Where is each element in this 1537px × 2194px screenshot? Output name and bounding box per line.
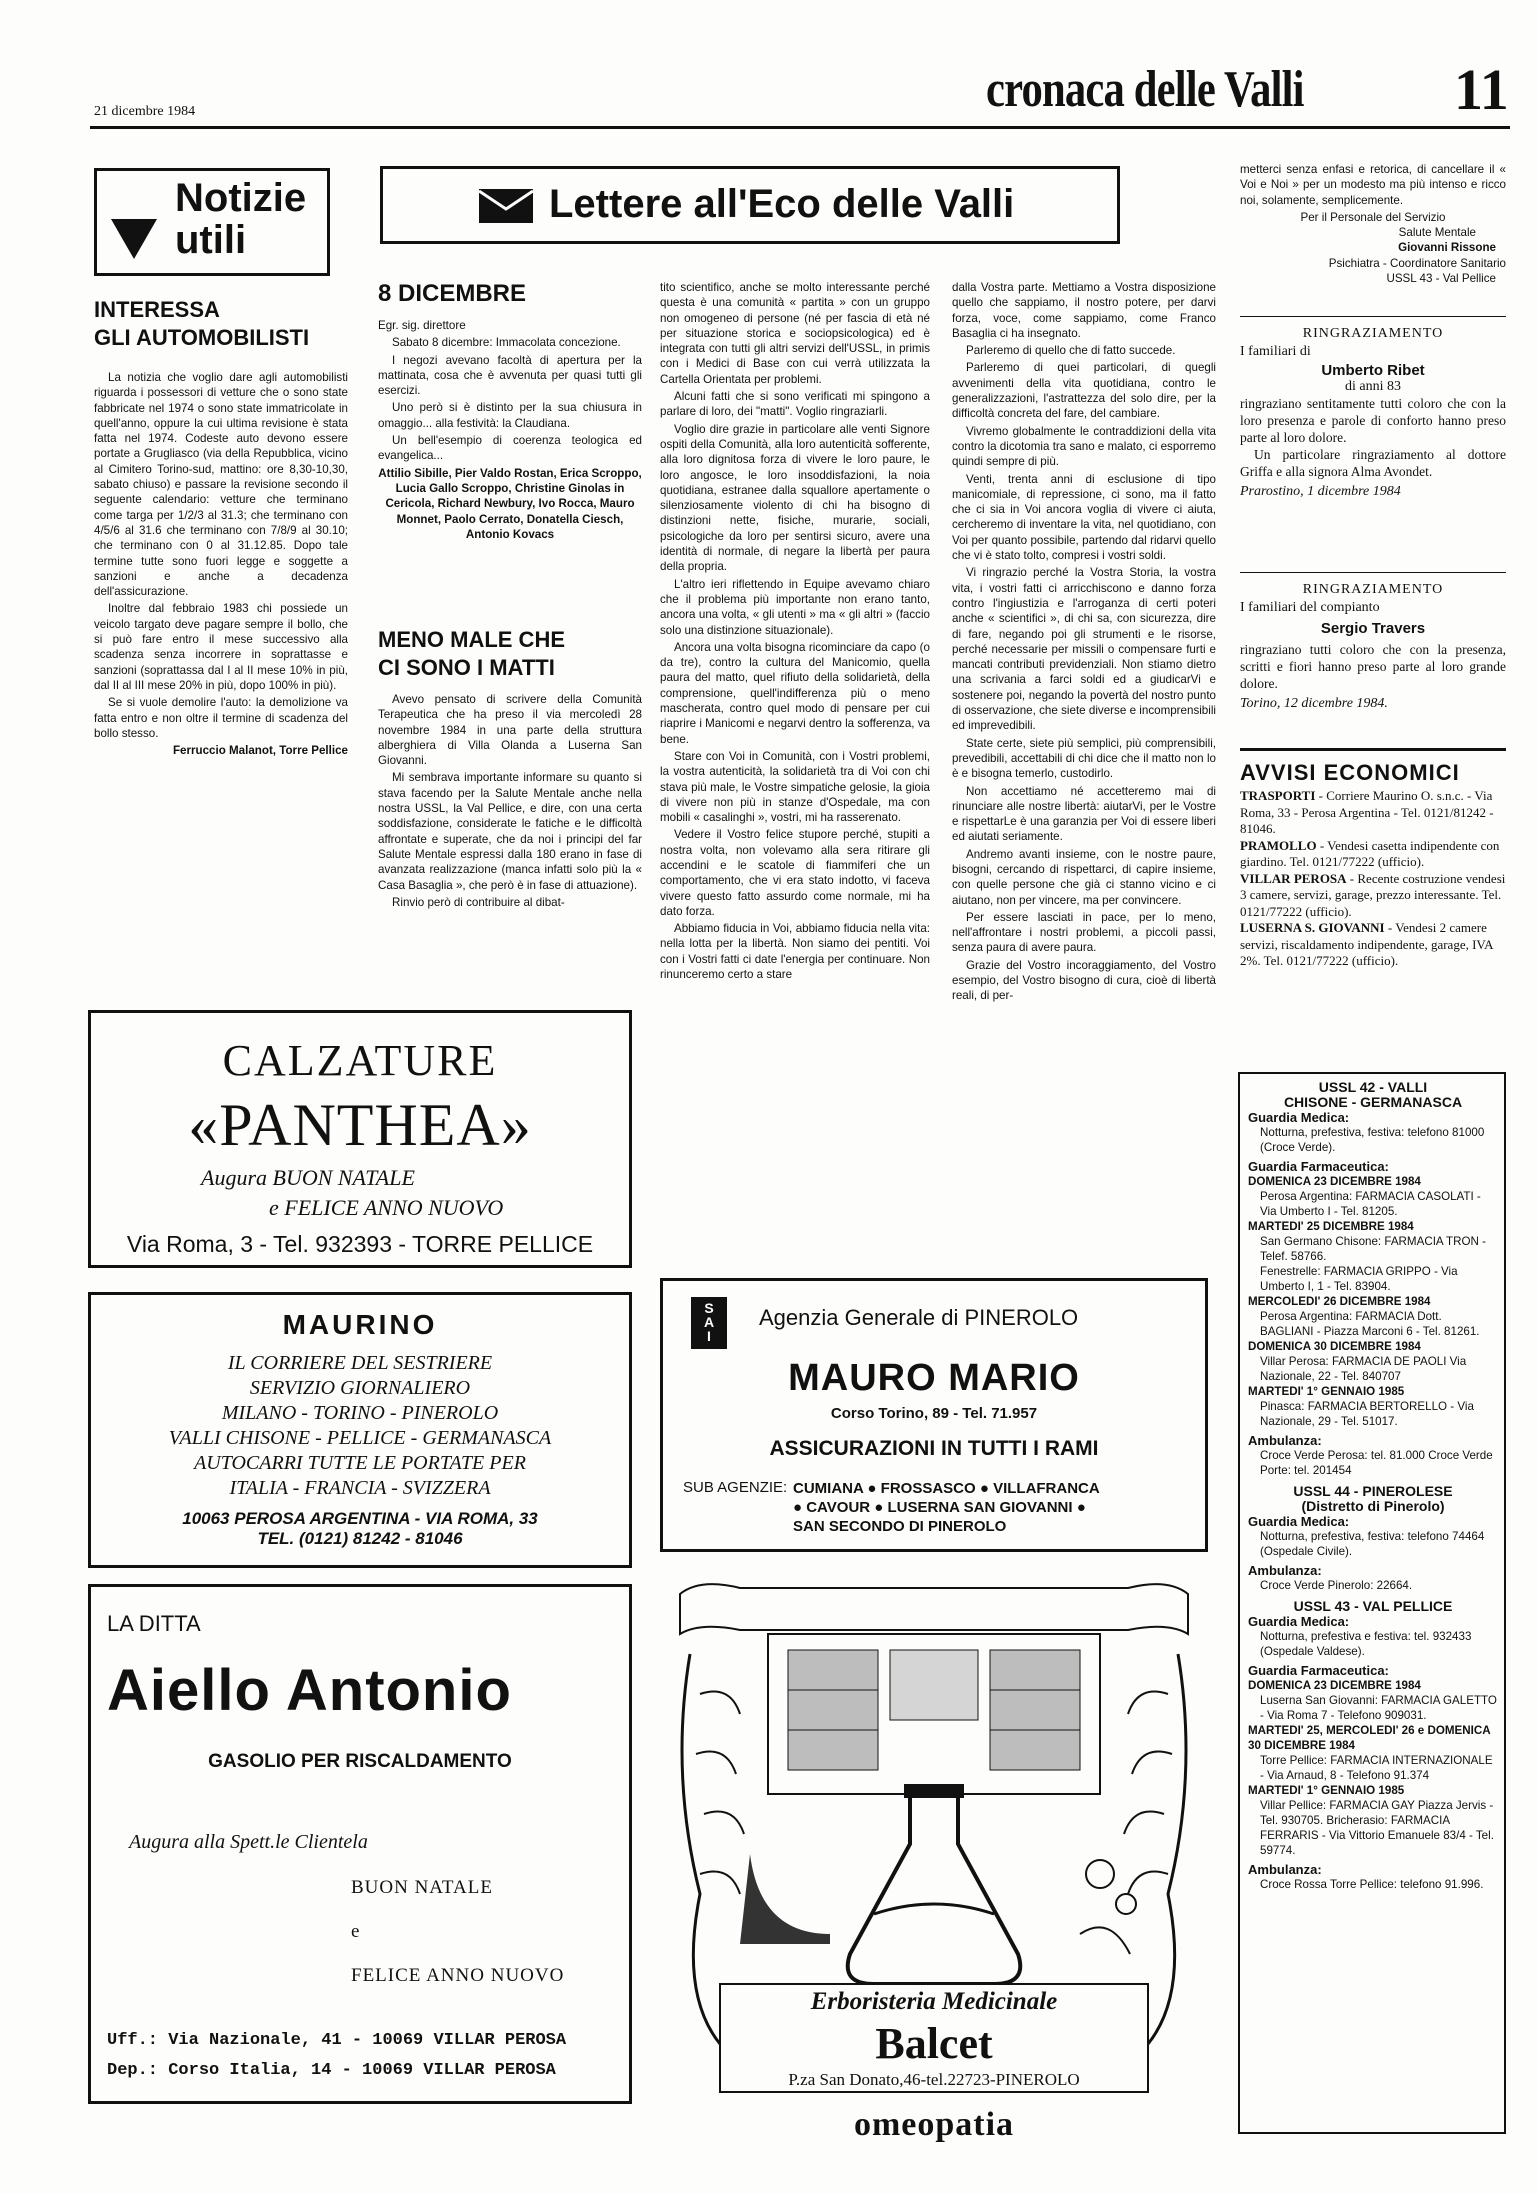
masthead: cronaca delle Valli [986,61,1304,118]
divider [1240,748,1506,751]
letter2-col3: dalla Vostra parte. Mettiamo a Vostra disposizione quello che sappiamo, il nostro potere, per darvi forza, voce, come sappiamo, come Franco Basaglia ci ha insegnato. Parleremo di quello che di fatto succede. Parleremo di quei particolari, di quegli avvenimenti della vita quotidiana, contro le generalizzazioni, l'astrattezza del solo dire, per la difficoltà concreta del fare, del cambiare. Vivremo globalmente le contraddizioni della vita contro la dicotomia tra sano e malato, ci esporremo quindi sempre di più. Venti, trenta anni di esclusione di tipo manicomiale, di repressione, ci sono, ma il fatto che ci sia in Voi ancora voglia di vivere ci aiuta, cercheremo di inventare la vita, nel quotidiano, con Voi per quanto possibile, partendo dal ridarvi quello che vi è stato tolto, compresi i vostri soldi. Vi ringrazio perché la Vostra Storia, la vostra vita, i vostri fatti ci arricchiscono e danno forza contro l'ingiustizia e l'arroganza di certi poteri anche « scientifici », di chi sa, con sicurezza, dire di fare, negando poi gli strumenti e le risorse, perché necessarie per missili o compensare furti e mancati contributi previdenziali. Non stiamo dietro una scrivania a farci soldi ed a giudicarVi e sostenere poi, negando la povertà del nostro punto di osservazione, che siete diverse e incomprensibili ed imprevedibili. State certe, siete più semplici, più comprensibili, prevedibili, accettabili di chi dice che il matto non lo è e bisogna temerlo, custodirlo. Non accettiamo né accetteremo mai di rinunciare alle nostre libertà: aiutarVi, per le Vostre e rispettarLe è una garanzia per Voi di essere liberi ed aiutati seriamente. Andremo avanti insieme, con le nostre paure, bisogni, cercando di rispettarci, di capire insieme, con quelle persone che già ci stanno vicino e ci aiutano, non per vincere, ma per convincere. Per essere lasciati in pace, per lo meno, nell'affrontare i nostri problemi, a piccoli passi, senza paura di avere paura. Grazie del Vostro incoraggiamento, del Vostro esempio, del Vostro bisogno di cura, cioè di libertà reali, di per- [952,281,1216,1003]
ad-panthea [88,1010,632,1268]
ad-sai [660,1278,1208,1552]
avvisi-economici: AVVISI ECONOMICI TRASPORTI - Corriere Maurino O. s.n.c. - Via Roma, 33 - Perosa Argentina - Tel. 0121/81242 - 81046. PRAMOLLO - Vendesi casetta indipendente con giardino. Tel. 0121/77222 (ufficio). VILLAR PEROSA - Recente costruzione vendesi 3 camere, servizi, garage, prezzo interessante. Tel. 0121/77222 (ufficio). LUSERNA S. GIOVANNI - Vendesi 2 camere servizi, riscaldamento indipendente, garage, IVA 2%. Tel. 0121/77222 (ufficio). [1240,760,1506,968]
divider [1240,316,1506,317]
page-number: 11 [1454,57,1509,122]
letter-end: metterci senza enfasi e retorica, di cancellare il « Voi e Noi » per un modesto ma più intenso e ricco noi, solamente, semplicemente. Per il Personale del Servizio Salute Mentale Giovanni Rissone Psichiatra - Coordinatore Sanitario USSL 43 - Val Pellice [1240,163,1506,286]
balcet-footer: omeopatia [853,2106,1015,2143]
maurino-lines: IL CORRIERE DEL SESTRIERE SERVIZIO GIORNALIERO MILANO - TORINO - PINEROLO VALLI CHISONE - PELLICE - GERMANASCA AUTOCARRI TUTTE LE PORTATE PER ITALIA - FRANCIA - SVIZZERA [168,1352,552,1499]
sai-address: Corso Torino, 89 - Tel. 71.957 [830,1405,1038,1422]
sai-tagline: ASSICURAZIONI IN TUTTI I RAMI [769,1437,1099,1460]
notizie-box [94,168,330,276]
issue-date: 21 dicembre 1984 [94,104,196,119]
ussl-42: USSL 42 - VALLI CHISONE - GERMANASCA Guardia Medica: Notturna, prefestiva, festiva: telefono 81000 (Croce Verde). Guardia Farmaceutica: DOMENICA 23 DICEMBRE 1984 Perosa Argentina: FARMACIA CASOLATI - Via Umberto I - Tel. 81205. MARTEDI' 25 DICEMBRE 1984 San Germano Chisone: FARMACIA TRON - Telef. 58766. Fenestrelle: FARMACIA GRIPPO - Via Umberto I, 1 - Tel. 83904. MERCOLEDI' 26 DICEMBRE 1984 Perosa Argentina: FARMACIA Dott. BAGLIANI - Piazza Marconi 6 - Tel. 81261. DOMENICA 30 DICEMBRE 1984 Villar Perosa: FARMACIA DE PAOLI Via Nazionale, 22 - Tel. 840707 MARTEDI' 1° GENNAIO 1985 Pinasca: FARMACIA BERTORELLO - Via Nazionale, 29 - Tel. 51017. Ambulanza: Croce Verde Perosa: tel. 81.000 Croce Verde Porte: tel. 201454 USSL 44 - PINEROLESE (Distretto di Pinerolo) Guardia Medica: Notturna, prefestiva, festiva: telefono 74464 (Ospedale Civile). Ambulanza: Croce Verde Pinerolo: 22664. USSL 43 - VAL PELLICE Guardia Medica: Notturna, prefestiva e festiva: tel. 932433 (Ospedale Valdese). Guardia Farmaceutica: DOMENICA 23 DICEMBRE 1984 Luserna San Giovanni: FARMACIA GALETTO - Via Roma 7 - Telefono 909031. MARTEDI' 25, MERCOLEDI' 26 e DOMENICA 30 DICEMBRE 1984 Torre Pellice: FARMACIA INTERNAZIONALE - Via Arnaud, 8 - Telefono 91.374 MARTEDI' 1° GENNAIO 1985 Villar Pellice: FARMACIA GAY Piazza Jervis - Tel. 930705. Bricherasio: FARMACIA FERRARIS - Via Vittorio Emanuele 83/4 - Tel. 59774. Ambulanza: Croce Rossa Torre Pellice: telefono 91.996. [1248,1079,1497,1891]
aiello-greet2: BUON NATALE [351,1877,493,1898]
aiello-greet4: FELICE ANNO NUOVO [351,1965,565,1986]
sai-sub-agencies: CUMIANA ● FROSSASCO ● VILLAFRANCA ● CAVOUR ● LUSERNA SAN GIOVANNI ● SAN SECONDO DI PINEROLO [793,1480,1100,1535]
notizie-subtitle: utili [175,218,247,262]
aiello-depot: Dep.: Corso Italia, 14 - 10069 VILLAR PEROSA [107,2061,556,2080]
letter1-signatories: Attilio Sibille, Pier Valdo Rostan, Erica Scroppo, Lucia Gallo Scroppo, Christine Ginolas in Cericola, Richard Newbury, Ivo Rocca, Mauro Monnet, Paolo Cerrato, Donatella Ciesch, Antonio Kovacs [378,466,642,541]
farmacia-entry: DOMENICA 23 DICEMBRE 1984 Luserna San Giovanni: FARMACIA GALETTO - Via Roma 7 - Telefono 909031. [1248,1679,1497,1722]
panthea-address: Via Roma, 3 - Tel. 932393 - TORRE PELLICE [126,1231,594,1257]
aiello-office: Uff.: Via Nazionale, 41 - 10069 VILLAR PEROSA [107,2031,567,2050]
aiello-la-ditta: LA DITTA [107,1611,201,1636]
farmacia-entry: MARTEDI' 25, MERCOLEDI' 26 e DOMENICA 30 DICEMBRE 1984 Torre Pellice: FARMACIA INTERNAZIONALE - Via Arnaud, 8 - Telefono 91.374 [1248,1724,1493,1782]
notizie-body: La notizia che voglio dare agli automobilisti riguarda i possessori di vetture che o sono state fabbricate nel 1974 o sono state immatricolate in quell'anno, oppure la cui ultima revisione è stata fatta nel 1974. Codeste auto devono essere portate a Grugliasco (via della Repubblica, vicino al Cimitero Torino-sud, mattino: ore 8,30-10,30, sabato chiuso) e passare la revisione secondo il seguente calendario: vetture che terminano come targa per 1/2/3 al 31.3; che terminano con 4/5/6 al 31.6 che terminano con 7/8/9 al 30.10; che terminano con 0 al 31.12.85. Dopo tale termine tutte sono fuori legge e soggette a sanzioni e anche a decadenza dell'assicurazione. Inoltre dal febbraio 1983 chi possiede un veicolo targato deve pagare sempre il bollo, che si può fare entro il mese successivo alla scadenza senza incorrere in soprattasse e sanzioni (soprattassa dal I al II mese 10% in più, dal II al III mese 20% in più, dopo 100% in più). Se si vuole demolire l'auto: la demolizione va fatta entro e non oltre il termine di scadenza del bollo stesso. Ferruccio Malanot, Torre Pellice [94,371,348,758]
avviso-item: TRASPORTI - Corriere Maurino O. s.n.c. - Via Roma, 33 - Perosa Argentina - Tel. 0121/81242 - 81046. [1240,788,1494,836]
notizie-headline: INTERESSA GLI AUTOMOBILISTI [94,297,310,350]
farmacia-entry: MARTEDI' 25 DICEMBRE 1984 San Germano Chisone: FARMACIA TRON - Telef. 58766. [1248,1220,1486,1263]
panthea-line1: CALZATURE [222,1036,498,1085]
divider [1240,572,1506,573]
balcet-name: Balcet [875,2019,993,2068]
panthea-greet2: e FELICE ANNO NUOVO [269,1195,504,1220]
avviso-item: VILLAR PEROSA - Recente costruzione vendesi 3 camere, servizi, garage, prezzo interessante. Tel. 0121/77222 (ufficio). [1240,870,1506,919]
farmacia-entry: MARTEDI' 1° GENNAIO 1985 Villar Pellice: FARMACIA GAY Piazza Jervis - Tel. 930705. Bricherasio: FARMACIA FERRARIS - Via Vittorio Emanuele 83/4 - Tel. 59774. [1248,1784,1494,1857]
letter1-body: Egr. sig. direttore Sabato 8 dicembre: Immacolata concezione. I negozi avevano facoltà di apertura per la mattinata, cosa che è avvenuta per quasi tutti gli esercizi. Uno però si è distinto per la sua chiusura in omaggio... alla festività: la Claudiana. Un bell'esempio di coerenza teologica ed evangelica... Attilio Sibille, Pier Valdo Rostan, Erica Scroppo, Lucia Gallo Scroppo, Christine Ginolas in Cericola, Richard Newbury, Ivo Rocca, Mauro Monnet, Paolo Cerrato, Donatella Ciesch, Antonio Kovacs [378,319,642,541]
ringraziamento-2: RINGRAZIAMENTO I familiari del compianto Sergio Travers ringraziano tutti coloro che con la presenza, scritti e fiori hanno preso parte al loro grande dolore. Torino, 12 dicembre 1984. [1240,582,1506,711]
aiello-greet3: e [351,1921,360,1942]
notizie-title: Notizie [175,176,307,220]
letter2-col2: tito scientifico, anche se molto interessante perché questa è una comunità « partita » con un gruppo non omogeneo di persone (né per fascia di età né per situazione storica e sociopsicologica) ed è integrata con tutti gli altri servizi dell'USSL, in primis con i Medici di Base con cui verrà utilizzata la Cartella Orientata per problemi. Alcuni fatti che si sono verificati mi spingono a parlare di loro, dei "matti". Voglio ringraziarli. Voglio dire grazie in particolare alle venti Signore ospiti della Comunità, alla loro autenticità sofferente, alla loro dignitosa forza di vivere le loro paure, le loro angosce, le loro insoddisfazioni, la noia quotidiana, estranee dalla squallore apertamente o silenziosamente violento di chi ha bisogno di distinzioni nette, fisiche, murarie, sociali, psicologiche da loro per sentirsi sicuro, avere una identità di normale, di negare la libertà per paura della propria. L'altro ieri riflettendo in Equipe avevamo chiaro che il problema più importante non erano tanto, ancora una volta, « gli utenti » ma « gli altri » (faccio solo una distinzione situazionale). Ancora una volta bisogna ricominciare da capo (o da tre), contro la cultura del Manicomio, quella paura del matto, quel rifiuto della solidarietà, della comprensione, quell'indifferenza più o meno mascherata, contro quel modo di pensare per cui riaprire i Manicomi e negarvi dentro la sofferenza, va bene. Stare con Voi in Comunità, con i Vostri problemi, la vostra autenticità, la solidarietà tra di Voi con chi stava più male, le Vostre simpatiche gelosie, la gioia di vivere non più in stanze d'Ospedale, ma con mobili « casalinghi », vostri, mi ha rasserenato. Vedere il Vostro felice stupore perché, stupiti a nostra volta, non volevamo alla sera ritirare gli accendini e le scatole di fiammiferi che un comportamento, che vi era stato indotto, vi faceva vivere questo fatto assurdo come normale, mi ha dato forza. Abbiamo fiducia in Voi, abbiamo fiducia nella vita: nella lotta per la libertà. Non siamo dei pentiti. Voi con i Vostri fatti ci date l'energia per continuare. Non rinunceremo certo a stare [660,281,930,982]
avviso-item: LUSERNA S. GIOVANNI - Vendesi 2 camere servizi, riscaldamento indipendente, garage, IVA 2%. Tel. 0121/77222 (ufficio). [1240,920,1493,968]
envelope-icon [479,189,533,223]
sai-sub-label: SUB AGENZIE: [683,1479,788,1496]
balcet-line1: Erboristeria Medicinale [810,1988,1058,2015]
signature-name: Giovanni Rissone [1398,241,1496,255]
sai-agency: Agenzia Generale di PINEROLO [759,1305,1079,1330]
panthea-name: «PANTHEA» [188,1092,532,1158]
down-arrow-icon [111,219,157,259]
ad-aiello [88,1584,632,2104]
header-rule [90,126,1510,129]
ad-maurino [88,1292,632,1568]
aiello-greet1: Augura alla Spett.le Clientela [129,1831,368,1853]
farmacia-entry: DOMENICA 30 DICEMBRE 1984 Villar Perosa: FARMACIA DE PAOLI Via Nazionale, 22 - Tel. 840707 [1248,1340,1467,1383]
balcet-address: P.za San Donato,46-tel.22723-PINEROLO [788,2070,1080,2089]
ussl-box [1238,1072,1506,2134]
farmacia-entry: Fenestrelle: FARMACIA GRIPPO - Via Umberto I, 1 - Tel. 83904. [1260,1265,1458,1293]
letter1-headline: 8 DICEMBRE [378,280,527,307]
sai-name: MAURO MARIO [788,1357,1080,1399]
lettere-title: Lettere all'Eco delle Valli [549,182,1015,226]
ad-balcet [660,1574,1208,2143]
aiello-name: Aiello Antonio [107,1658,512,1723]
aiello-service: GASOLIO PER RISCALDAMENTO [208,1751,512,1772]
letter2-col1: Avevo pensato di scrivere della Comunità Terapeutica che ha preso il via mercoledì 28 novembre 1984 in una parte della struttura alberghiera di Villa Olanda a Luserna San Giovanni. Mi sembrava importante informare su quanto si stava facendo per la Salute Mentale anche nella nostra USSL, la Val Pellice, e dire, con una certa soddisfazione, considerate le fatiche e le difficoltà affrontate e superate, che da noi i principi del far Salute Mentale espressi dalla 180 erano in fase di avanzata realizzazione (manca infatti solo più la « Casa Basaglia », che però è in fase di attuazione). Rinvio però di contribuire al dibat- [378,693,642,909]
notizie-signature: Ferruccio Malanot, Torre Pellice [172,744,348,758]
lettere-box [380,166,1120,244]
sai-logo: SAI [691,1297,727,1349]
maurino-address: 10063 PEROSA ARGENTINA - VIA ROMA, 33 TEL. (0121) 81242 - 81046 [182,1509,538,1548]
ringraziamento-1: RINGRAZIAMENTO I familiari di Umberto Ribet di anni 83 ringraziano sentitamente tutti coloro che con la loro presenza e parole di conforto hanno preso parte al loro dolore. Un particolare ringraziamento al dottore Griffa e alla signora Alma Avondet. Prarostino, 1 dicembre 1984 [1240,326,1506,499]
avviso-item: PRAMOLLO - Vendesi casetta indipendente con giardino. Tel. 0121/77222 (ufficio). [1240,837,1500,869]
farmacia-entry: MARTEDI' 1° GENNAIO 1985 Pinasca: FARMACIA BERTORELLO - Via Nazionale, 29 - Tel. 51017. [1248,1385,1474,1428]
letter2-headline: MENO MALE CHE CI SONO I MATTI [378,627,565,680]
maurino-name: MAURINO [282,1309,438,1340]
panthea-greet1: Augura BUON NATALE [201,1165,415,1190]
farmacia-entry: DOMENICA 23 DICEMBRE 1984 Perosa Argentina: FARMACIA CASOLATI - Via Umberto I - Tel. 81205. [1248,1175,1481,1218]
farmacia-entry: MERCOLEDI' 26 DICEMBRE 1984 Perosa Argentina: FARMACIA Dott. BAGLIANI - Piazza Marconi 6 - Tel. 81261. [1248,1295,1480,1338]
